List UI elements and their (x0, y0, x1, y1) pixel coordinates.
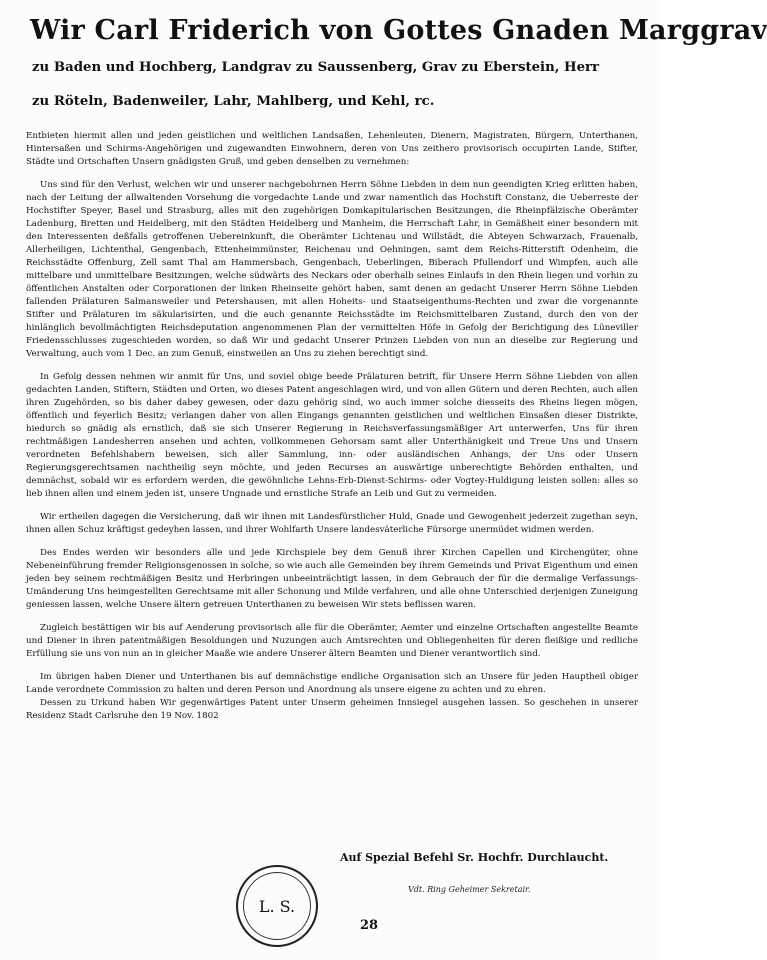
paragraph-officials: Zugleich bestättigen wir bis auf Aenderung provisorisch alle für die Oberämter, Aemter und einzelne Ortschaften angestellte Beamte und Diener in ihren patentmäßigen Besoldungen und Nuzungen auch Amtsrechten und Obliegenheiten für deren fleißige und redliche Erfüllung sie uns von nun an in gleicher Maaße wie andere Unserer ältern Beamten und Diener verantwortlich sind. (26, 623, 638, 659)
paragraph-intro: Entbieten hiermit allen und jeden geistlichen und weltlichen Landsaßen, Lehenleuten, Dienern, Magistraten, Bürgern, Unterthanen, Hintersaßen und Schirms-Angehörigen und zugewandten Einwohnern, deren von Uns zeithero provisorisch occupirten Lande, Stifter, Städte und Ortschaften Unsern gnädigsten Gruß, und geben denselben zu vernehmen: (26, 131, 638, 167)
signature-line: Auf Spezial Befehl Sr. Hochfr. Durchlaucht. (340, 851, 609, 864)
official-seal (236, 865, 318, 947)
seal-text: L. S. (258, 896, 296, 916)
title-line-2: zu Baden und Hochberg, Landgrav zu Saussenberg, Grav zu Eberstein, Herr (32, 60, 600, 75)
secretary-signature: Vdt. Ring Geheimer Sekretair. (408, 885, 531, 894)
paragraph-closing: Dessen zu Urkund haben Wir gegenwärtiges Patent unter Unserm geheimen Innsiegel ausgehen lassen. So geschehen in unserer Residenz Stadt Carlsruhe den 19 Nov. 1802 (26, 698, 638, 721)
document-title: Wir Carl Friderich von Gottes Gnaden Marggrav (30, 15, 767, 46)
paragraph-possession: In Gefolg dessen nehmen wir anmit für Uns, und soviel obige beede Prälaturen betrift, für Unsere Herrn Söhne Liebden von allen gedachten Landen, Stiftern, Städten und Orten, wo dieses Patent angeschlagen wird, und von allen Gütern und deren Rechten, auch allen ihren Zugehörden, so bis daher dabey gewesen, oder dazu gehörig sind, wo auch immer solche diesseits des Rheins liegen mögen, öffentlich und feyerlich Besitz; verlangen daher von allen Eingangs genannten geistlichen und weltlichen Einsaßen dieser Distrikte, hiedurch so gnädig als ernstlich, daß sie sich Unserer Regierung in Reichsverfassungsmäßiger Art unterwerfen, Uns für ihren rechtmäßigen Landesherren ansehen und achten, vollkommenen Gehorsam samt aller Unterthänigkeit und Treue Uns und Unsern verordneten Befehlshabern beweisen, sich aller Sammlung, inn- oder ausländischen Anhangs, der Uns oder Unsern Regierungsgerechtsamen nachtheilig seyn möchte, und jeden Recurses an auswärtige unberechtigte Behörden enthalten, und demnächst, sobald wir es erfordern werden, die gewöhnliche Lehns-Erb-Dienst-Schirms- oder Vogtey-Huldigung leisten sollen: alles so lieb ihnen allen und einem jeden ist, unsere Ungnade und ernstliche Strafe an Leib und Gut zu vermeiden. (26, 372, 638, 499)
paragraph-territories: Uns sind für den Verlust, welchen wir und unserer nachgebohrnen Herrn Söhne Liebden in dem nun geendigten Krieg erlitten haben, nach der Leitung der allwaltenden Vorsehung die vorgedachte Lande und zwar namentlich das Hochstift Constanz, die Ueberreste der Hochstifter Speyer, Basel und Strasburg, alles mit den zugehörigen Domkapitularischen Besitzungen, die Rheinpfälzische Oberämter Ladenburg, Bretten und Heidelberg, mit den Städten Heidelberg und Manheim, die Herrschaft Lahr, in Gemäßheit einer besondern mit den Interessenten deßfalls getroffenen Uebereinkunft, die Oberämter Lichtenau und Willstädt, die Abteyen Schwarzach, Frauenalb, Allerheiligen, Lichtenthal, Gengenbach, Ettenheimmünster, Reichenau und Oehningen, samt dem Reichs-Ritterstift Odenheim, die Reichsstädte Offenburg, Zell samt Thal am Hammersbach, Gengenbach, Ueberlingen, Biberach Pfullendorf und Wimpfen, auch alle mittelbare und unmittelbare Besitzungen, welche südwärts des Neckars oder oberhalb seines Einlaufs in den Rhein liegen und vorhin zu öffentlichen Anstalten oder Corporationen der linken Rheinseite gehört haben, samt denen an gedacht Unserer Herrn Söhne Liebden fallenden Prälaturen Salmansweiler und Petershausen, mit allen Hoheits- und Staatseigenthums-Rechten und zwar die vorgenannte Stifter und Prälaturen im säkularisirten, und die auch genannte Reichsstädte im Reichsmittelbaren Zustand, durch den von der hinlänglich bevollmächtigten Reichsdeputation angenommenen Plan der vermittelten Höfe in Gefolg der Berichtigung des Lüneviller Friedensschlusses zugeschieden worden, so daß Wir und gedacht Unserer Prinzen Liebden von nun an dieselbe zur Regierung und Verwaltung, auch vom 1 Dec. an zum Genuß, einstweilen an Uns zu ziehen berechtigt sind. (26, 180, 638, 359)
paragraph-commission: Im übrigen haben Diener und Unterthanen bis auf demnächstige endliche Organisation sich an Unsere für jeden Hauptheil obiger Lande verordnete Commission zu halten und deren Person und Anordnung als unsere eigene zu achten und zu ehren. (26, 672, 638, 695)
page-number: 28 (360, 918, 379, 933)
document-body (26, 130, 638, 733)
paragraph-churches: Des Endes werden wir besonders alle und jede Kirchspiele bey dem Genuß ihrer Kirchen Capellen und Kirchengüter, ohne Nebeneinführung fremder Religionsgenossen in solche, so wie auch alle Gemeinden bey ihrem Gemeinds und Privat Eigenthum und einen jeden bey seinem rechtmäßigen Besitz und Herbringen unbeeinträchtigt lassen, in dem Gebrauch der für die dermalige Verfassungs-Umänderung Uns heimgestellten Gerechtsame mit aller Schonung und Milde verfahren, und alle ohne Unterschied derjenigen Zuneigung geniessen lassen, welche Unsere ältern getreuen Unterthanen zu beweisen Wir stets beflissen waren. (26, 548, 638, 610)
title-line-3: zu Röteln, Badenweiler, Lahr, Mahlberg, und Kehl, rc. (32, 94, 435, 109)
paragraph-assurance: Wir ertheilen dagegen die Versicherung, daß wir ihnen mit Landesfürstlicher Huld, Gnade und Gewogenheit jederzeit zugethan seyn, ihnen allen Schuz kräftigst gedeyhen lassen, und ihrer Wohlfarth Unsere landesväterliche Fürsorge unermüdet widmen werden. (26, 512, 638, 535)
